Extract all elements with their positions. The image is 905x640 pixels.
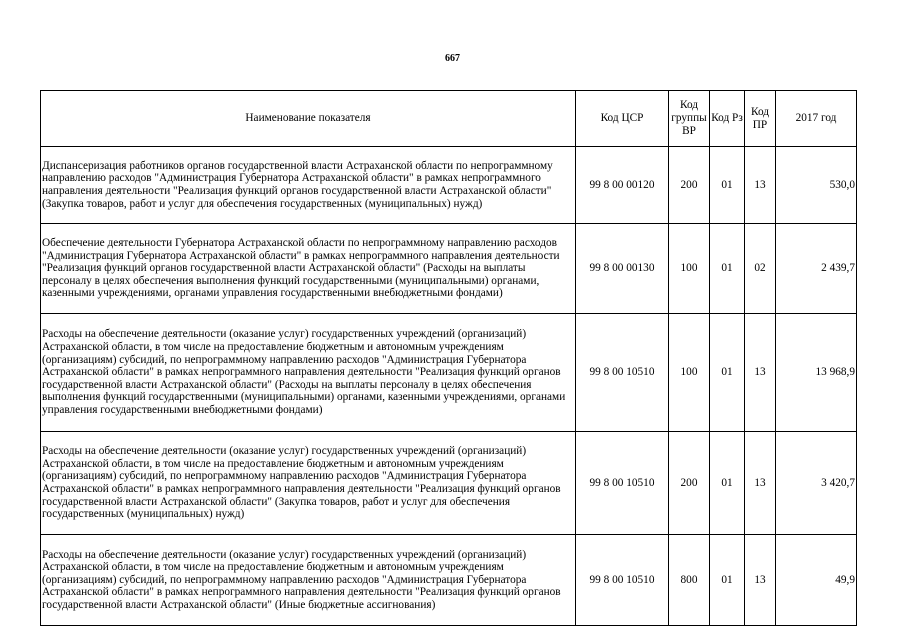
row-pr-code: 13 — [745, 314, 776, 432]
row-rz-code: 01 — [710, 535, 745, 626]
row-name: Расходы на обеспечение деятельности (оказание услуг) государственных учреждений (организаций) Астраханской области, в том числе на предоставление бюджетным и автономным учреждениям (организациям) субсидий, по непрограммному направлению расходов "Администрация Губернатора Астраханской области" в рамках непрограммного направления деятельности "Реализация функций органов государственной власти Астраханской области" (Закупка товаров, работ и услуг для обеспечения государственных (муниципальных) нужд) — [41, 432, 576, 535]
row-vr-code: 100 — [669, 314, 710, 432]
row-csr-code: 99 8 00 10510 — [576, 432, 669, 535]
row-amount: 13 968,9 — [776, 314, 857, 432]
row-vr-code: 800 — [669, 535, 710, 626]
row-pr-code: 13 — [745, 432, 776, 535]
header-vr-code: Код группы ВР — [669, 91, 710, 147]
row-pr-code: 02 — [745, 224, 776, 314]
header-indicator-name: Наименование показателя — [41, 91, 576, 147]
table-row — [41, 535, 857, 626]
table-row — [41, 147, 857, 224]
row-rz-code: 01 — [710, 147, 745, 224]
row-vr-code: 200 — [669, 432, 710, 535]
table-row — [41, 314, 857, 432]
header-year: 2017 год — [776, 91, 857, 147]
page-number: 667 — [445, 53, 460, 64]
header-rz-code: Код Рз — [710, 91, 745, 147]
row-name: Диспансеризация работников органов государственной власти Астраханской области по непрограммному направлению расходов "Администрация Губернатора Астраханской области" в рамках непрограммного направления деятельности "Реализация функций органов государственной власти Астраханской области" (Закупка товаров, работ и услуг для обеспечения государственных (муниципальных) нужд) — [41, 147, 576, 224]
row-csr-code: 99 8 00 00130 — [576, 224, 669, 314]
row-vr-code: 100 — [669, 224, 710, 314]
row-vr-code: 200 — [669, 147, 710, 224]
header-pr-code: Код ПР — [745, 91, 776, 147]
budget-table — [40, 90, 857, 626]
row-pr-code: 13 — [745, 535, 776, 626]
row-amount: 49,9 — [776, 535, 857, 626]
row-csr-code: 99 8 00 00120 — [576, 147, 669, 224]
row-rz-code: 01 — [710, 224, 745, 314]
header-csr-code: Код ЦСР — [576, 91, 669, 147]
row-csr-code: 99 8 00 10510 — [576, 535, 669, 626]
row-name: Расходы на обеспечение деятельности (оказание услуг) государственных учреждений (организаций) Астраханской области, в том числе на предоставление бюджетным и автономным учреждениям (организациям) субсидий, по непрограммному направлению расходов "Администрация Губернатора Астраханской области" в рамках непрограммного направления деятельности "Реализация функций органов государственной власти Астраханской области" (Иные бюджетные ассигнования) — [41, 535, 576, 626]
row-csr-code: 99 8 00 10510 — [576, 314, 669, 432]
row-name: Расходы на обеспечение деятельности (оказание услуг) государственных учреждений (организаций) Астраханской области, в том числе на предоставление бюджетным и автономным учреждениям (организациям) субсидий, по непрограммному направлению расходов "Администрация Губернатора Астраханской области" в рамках непрограммного направления деятельности "Реализация функций органов государственной власти Астраханской области" (Расходы на выплаты персоналу в целях обеспечения выполнения функций государственными (муниципальными) органами, казенными учреждениями, органами управления государственными внебюджетными фондами) — [41, 314, 576, 432]
row-name: Обеспечение деятельности Губернатора Астраханской области по непрограммному направлению расходов "Администрация Губернатора Астраханской области" в рамках непрограммного направления деятельности "Реализация функций органов государственной власти Астраханской области" (Расходы на выплаты персоналу в целях обеспечения выполнения функций государственными (муниципальными) органами, казенными учреждениями, органами управления государственными внебюджетными фондами) — [41, 224, 576, 314]
row-amount: 3 420,7 — [776, 432, 857, 535]
row-amount: 2 439,7 — [776, 224, 857, 314]
row-amount: 530,0 — [776, 147, 857, 224]
table-row — [41, 432, 857, 535]
row-rz-code: 01 — [710, 314, 745, 432]
table-header-row — [41, 91, 857, 147]
row-rz-code: 01 — [710, 432, 745, 535]
table-row — [41, 224, 857, 314]
row-pr-code: 13 — [745, 147, 776, 224]
